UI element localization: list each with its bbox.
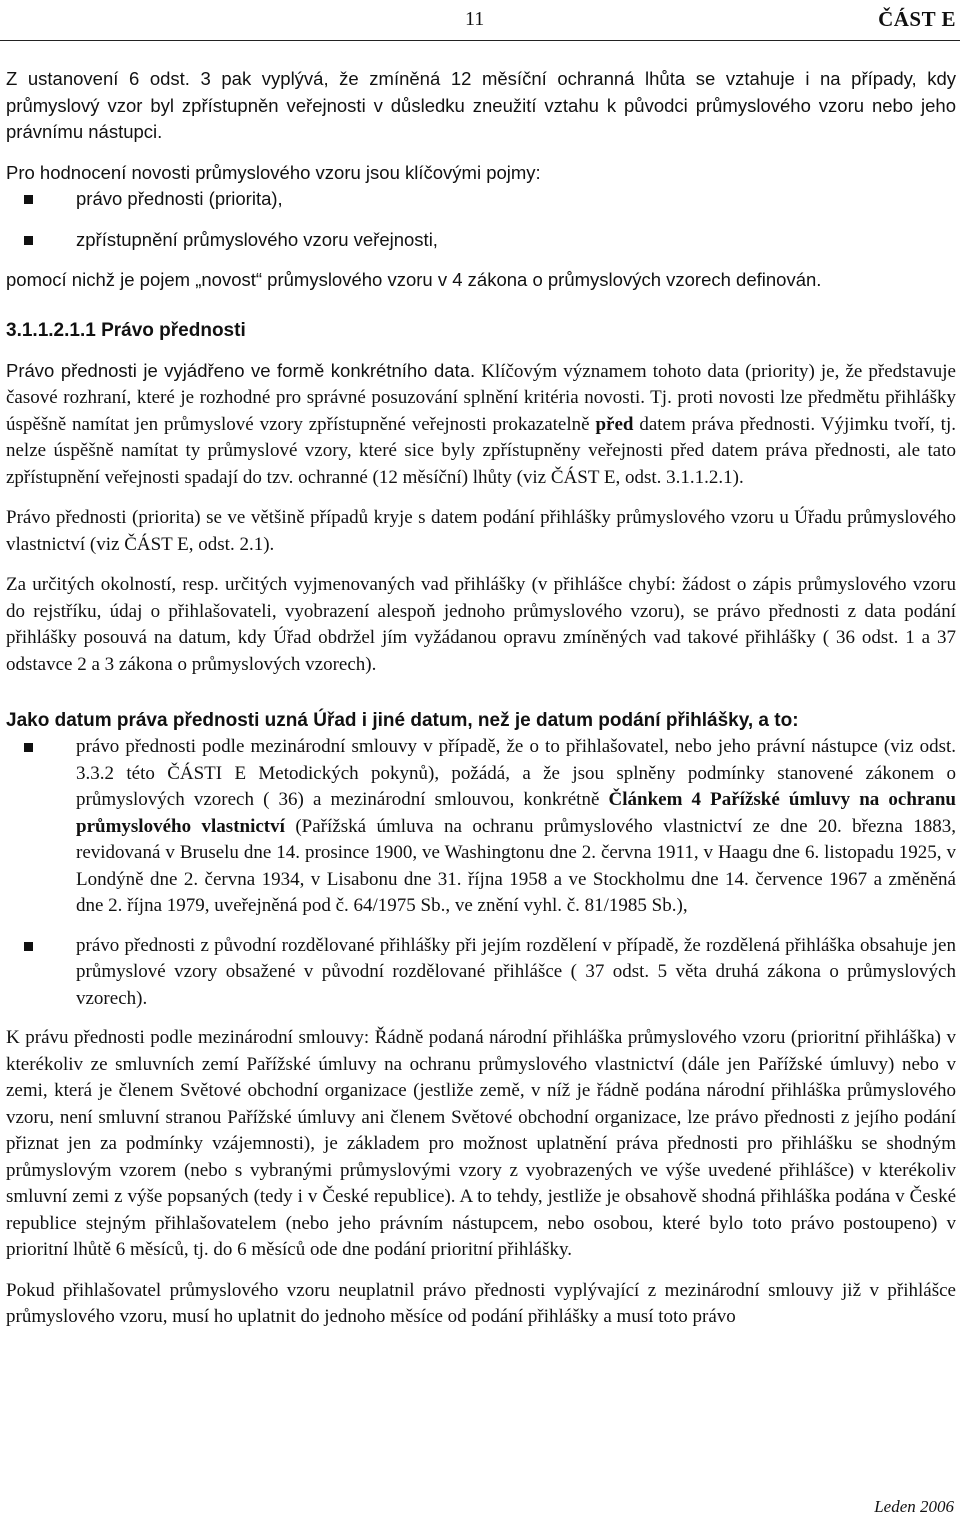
square-bullet-icon xyxy=(24,195,33,204)
key-concepts-list xyxy=(6,186,956,253)
priority-date-list xyxy=(6,734,956,1012)
list-item: právo přednosti (priorita), xyxy=(6,186,956,213)
square-bullet-icon xyxy=(24,942,33,951)
page-footer-date: Leden 2006 xyxy=(874,1497,954,1516)
page-content xyxy=(6,66,956,1331)
header-divider xyxy=(0,40,960,41)
list-item: právo přednosti z původní rozdělované přihlášky při jejím rozdělení v případě, že rozdělená přihláška obsahuje jen průmyslové vzory obsažené v původní rozdělované přihlášce ( 37 odst. 5 věta druhá zákona o průmyslových vzorech). xyxy=(6,933,956,1013)
paragraph-3: pomocí nichž je pojem „novost“ průmyslového vzoru v 4 zákona o průmyslových vzorech definován. xyxy=(6,269,822,290)
page-header xyxy=(0,0,960,40)
paragraph-4: Právo přednosti je vyjádřeno ve formě konkrétního data. Klíčovým významem tohoto data (priority) je, že představuje časové rozhraní, které je rozhodné pro správné posuzování splnění kritéria novosti. Tj. proti novosti lze předmětu přihlášky úspěšně namítat jen průmyslové vzory zpřístupněné veřejnosti prokazatelně před datem práva přednosti. Výjimku tvoří, tj. nelze úspěšně namítat ty průmyslové vzory, které sice byly zpřístupněny veřejnosti před datem práva přednosti, ale tato zpřístupnění veřejnosti spadají do tzv. ochranné (12 měsíční) lhůty (viz ČÁST E, odst. 3.1.1.2.1). xyxy=(6,359,956,488)
paragraph-5: Právo přednosti (priorita) se ve většině případů kryje s datem podání přihlášky průmyslového vzoru u Úřadu průmyslového vlastnictví (viz ČÁST E, odst. 2.1). xyxy=(6,507,956,555)
paragraph-7: K právu přednosti podle mezinárodní smlouvy: Řádně podaná národní přihláška průmyslového vzoru (prioritní přihláška) v kterékoliv ze smluvních zemí Pařížské úmluvy na ochranu průmyslového vlastnictví (dále jen Pařížské úmluvy) nebo v zemi, která je členem Světové obchodní organizace (jestliže země, v níž je řádně podána národní přihláška průmyslového vzoru, není smluvní stranou Pařížské úmluvy ani členem Světové obchodní organizace, lze právo přednosti z jejího podání přiznat jen za podmínky vzájemnosti), je základem pro možnost uplatnění práva přednosti pro přihlášku se shodným průmyslovým vzorem (nebo s vybranými průmyslovými vzory z vyobrazených ve výše uvedené přihlášce) v kterékoliv smluvní zemi z výše popsaných (tedy i v České republice). A to tehdy, jestliže je obsahově shodná přihláška podána v České republice stejným přihlašovatelem (nebo jeho právním nástupcem, nebo osobou, které bylo toto právo postoupeno) v prioritní lhůtě 6 měsíců, tj. do 6 měsíců ode dne podání prioritní přihlášky. xyxy=(6,1027,956,1260)
list-item: zpřístupnění průmyslového vzoru veřejnosti, xyxy=(6,227,956,254)
paragraph-6: Za určitých okolností, resp. určitých vyjmenovaných vad přihlášky (v přihlášce chybí: žádost o zápis průmyslového vzoru do rejstříku, údaj o přihlašovateli, vyobrazení alespoň jednoho průmyslového vzoru), se právo přednosti z data podání přihlášky posouvá na datum, kdy Úřad obdržel jím vyžádanou opravu zmíněných vad takové přihlášky ( 36 odst. 1 a 37 odstavce 2 a 3 zákona o průmyslových vzorech). xyxy=(6,574,956,675)
square-bullet-icon xyxy=(24,236,33,245)
page-number: 11 xyxy=(465,8,485,30)
paragraph-1: Z ustanovení 6 odst. 3 pak vyplývá, že zmíněná 12 měsíční ochranná lhůta se vztahuje i na případy, kdy průmyslový vzor byl zpřístupněn veřejnosti v důsledku zneužití vztahu k původci průmyslového vzoru nebo jeho právnímu nástupci. xyxy=(6,68,956,142)
paragraph-8: Pokud přihlašovatel průmyslového vzoru neuplatnil právo přednosti vyplývající z mezinárodní smlouvy již v přihlášce průmyslového vzoru, musí ho uplatnit do jednoho měsíce od podání přihlášky a musí toto právo xyxy=(6,1279,956,1327)
section-heading: 3.1.1.2.1.1 Právo přednosti xyxy=(6,319,246,341)
paragraph-2: Pro hodnocení novosti průmyslového vzoru jsou klíčovými pojmy: xyxy=(6,161,541,183)
part-label: ČÁST E xyxy=(878,7,956,31)
square-bullet-icon xyxy=(24,743,33,752)
list-item: právo přednosti podle mezinárodní smlouvy v případě, že o to přihlašovatel, nebo jeho právní nástupce (viz odst. 3.3.2 této ČÁSTI E Metodických pokynů), požádá, a že jsou splněny podmínky stanovené zákonem o průmyslových vzorech ( 36) a mezinárodní smlouvou, konkrétně Článkem 4 Pařížské úmluvy na ochranu průmyslového vlastnictví (Pařížská úmluva na ochranu průmyslového vlastnictví ze dne 20. března 1883, revidovaná v Bruselu dne 14. prosince 1900, ve Washingtonu dne 2. června 1911, v Haagu dne 6. listopadu 1925, v Londýně dne 2. června 1934, v Lisabonu dne 31. října 1958 a ve Stockholmu dne 14. července 1967 a změněná dne 2. října 1979, uveřejněná pod č. 64/1975 Sb., ve znění vyhl. č. 81/1985 Sb.), xyxy=(6,734,956,920)
priority-date-heading: Jako datum práva přednosti uzná Úřad i jiné datum, než je datum podání přihlášky, a to: xyxy=(6,710,799,731)
